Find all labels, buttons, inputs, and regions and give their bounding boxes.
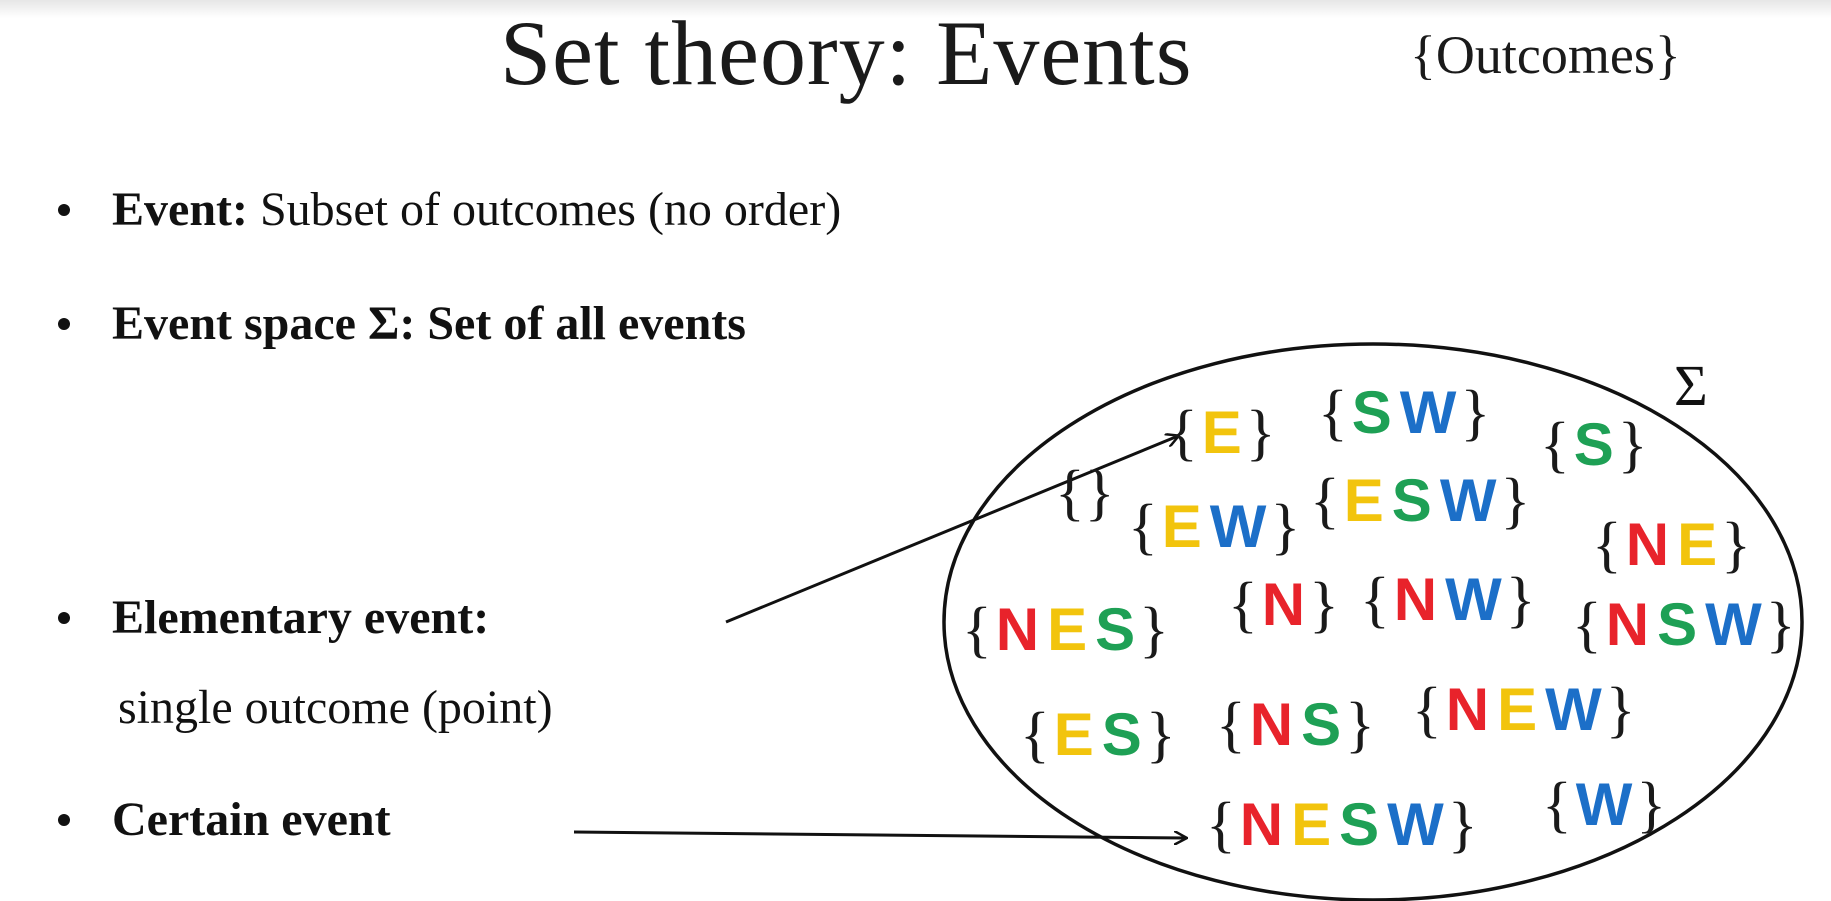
outcomes-note: {Outcomes}	[1410, 25, 1681, 85]
close-brace: }	[1636, 771, 1667, 839]
close-brace: }	[1447, 791, 1478, 859]
outcome-N: N	[1261, 571, 1306, 638]
outcome-S: S	[1573, 411, 1614, 478]
close-brace: }	[1345, 691, 1375, 759]
outcome-E: E	[1677, 511, 1718, 578]
event-set	[1572, 590, 1796, 661]
close-brace: }	[1139, 596, 1169, 664]
outcome-E: E	[1047, 596, 1088, 663]
open-brace: {	[962, 596, 992, 664]
event-term: Event:	[112, 183, 248, 236]
open-brace: {	[1542, 771, 1572, 839]
open-brace: {	[1310, 467, 1340, 535]
open-brace: {	[1206, 791, 1236, 859]
close-brace: }	[1721, 511, 1751, 579]
event-set	[1228, 570, 1339, 641]
outcome-S: S	[1301, 691, 1342, 758]
outcome-E: E	[1497, 676, 1538, 743]
event-set	[1318, 378, 1490, 449]
outcome-E: E	[1161, 493, 1202, 560]
event-set	[1412, 675, 1636, 746]
outcome-E: E	[1343, 467, 1384, 534]
outcome-W: W	[1575, 771, 1633, 838]
outcome-S: S	[1351, 379, 1392, 446]
outcome-W: W	[1399, 379, 1457, 446]
close-brace: }	[1084, 459, 1115, 527]
close-brace: }	[1617, 411, 1648, 479]
close-brace: }	[1309, 571, 1339, 639]
elementary-description: single outcome (point)	[118, 681, 553, 734]
event-set	[1360, 565, 1536, 636]
outcome-W: W	[1209, 493, 1267, 560]
event-set	[1310, 466, 1530, 537]
sigma-label: Σ	[1674, 353, 1708, 418]
certain-term: Certain event	[112, 793, 391, 846]
outcome-N: N	[1393, 566, 1438, 633]
open-brace: {	[1572, 591, 1602, 659]
event-set	[1542, 770, 1666, 841]
outcome-W: W	[1545, 676, 1602, 743]
outcome-W: W	[1387, 791, 1444, 858]
outcome-N: N	[1445, 676, 1490, 743]
open-brace: {	[1540, 411, 1570, 479]
open-brace: {	[1216, 691, 1246, 759]
outcome-N: N	[995, 596, 1040, 663]
open-brace: {	[1168, 399, 1198, 467]
outcome-N: N	[1239, 791, 1284, 858]
outcome-E: E	[1291, 791, 1332, 858]
outcome-N: N	[1605, 591, 1650, 658]
outcome-S: S	[1657, 591, 1698, 658]
event-set	[962, 595, 1169, 666]
outcome-S: S	[1095, 596, 1136, 663]
open-brace: {	[1055, 459, 1085, 527]
open-brace: {	[1228, 571, 1258, 639]
close-brace: }	[1500, 467, 1531, 535]
close-brace: }	[1460, 379, 1491, 447]
open-brace: {	[1318, 379, 1348, 447]
event-set	[1540, 410, 1648, 481]
event-space-text: Event space Σ: Set of all events	[112, 297, 746, 350]
open-brace: {	[1592, 511, 1622, 579]
outcome-N: N	[1625, 511, 1670, 578]
outcome-N: N	[1249, 691, 1294, 758]
outcome-S: S	[1101, 701, 1142, 768]
event-set	[1128, 492, 1300, 563]
close-brace: }	[1245, 399, 1276, 467]
outcome-E: E	[1201, 399, 1242, 466]
close-brace: }	[1605, 676, 1636, 744]
outcome-W: W	[1705, 591, 1762, 658]
event-set	[1055, 458, 1115, 529]
close-brace: }	[1765, 591, 1796, 659]
open-brace: {	[1128, 493, 1158, 561]
outcome-W: W	[1445, 566, 1502, 633]
event-set	[1216, 690, 1375, 761]
elementary-term: Elementary event:	[112, 591, 490, 644]
close-brace: }	[1145, 701, 1176, 769]
open-brace: {	[1360, 566, 1390, 634]
outcome-S: S	[1339, 791, 1380, 858]
open-brace: {	[1020, 701, 1050, 769]
event-set	[1168, 398, 1276, 469]
event-set	[1592, 510, 1751, 581]
outcome-S: S	[1391, 467, 1432, 534]
outcome-E: E	[1053, 701, 1094, 768]
open-brace: {	[1412, 676, 1442, 744]
event-set	[1206, 790, 1478, 861]
close-brace: }	[1270, 493, 1301, 561]
outcome-W: W	[1439, 467, 1497, 534]
close-brace: }	[1505, 566, 1536, 634]
event-set	[1020, 700, 1176, 771]
slide-title: Set theory: Events	[500, 2, 1193, 104]
event-description: Subset of outcomes (no order)	[259, 183, 842, 236]
